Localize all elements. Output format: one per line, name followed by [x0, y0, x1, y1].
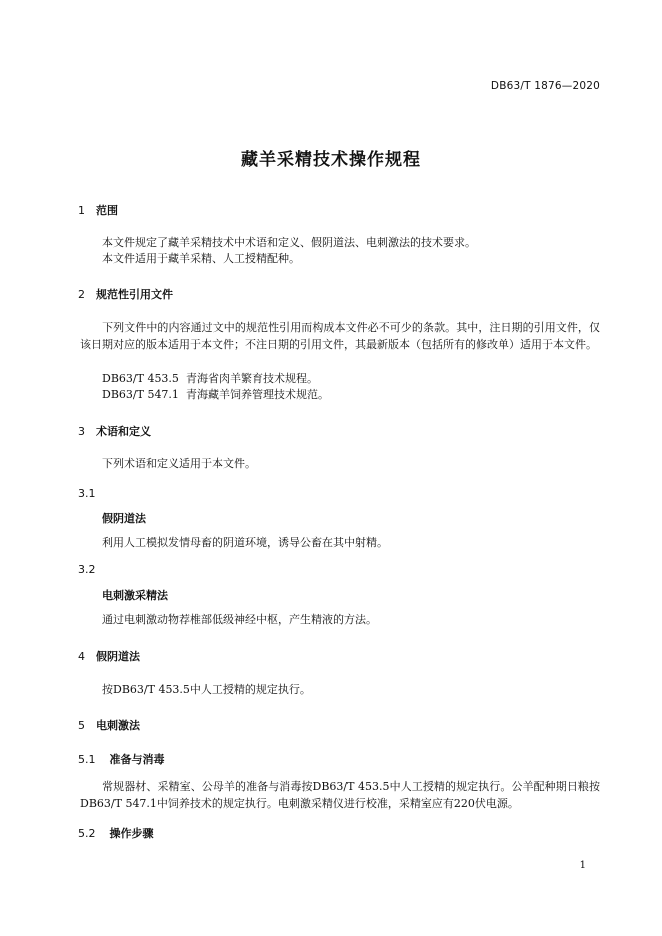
subsection-5-2-heading	[78, 825, 154, 841]
section-number: 1	[78, 204, 85, 217]
reference-item	[102, 387, 329, 403]
reference-item	[102, 371, 318, 387]
subsection-title: 操作步骤	[109, 827, 154, 840]
term-3-1-name: 假阴道法	[102, 512, 146, 525]
subsection-number: 5.2	[78, 827, 96, 840]
subsection-5-1-heading	[78, 751, 165, 767]
term-3-2-definition: 通过电刺激动物荐椎部低级神经中枢，产生精液的方法。	[102, 613, 377, 626]
section-title: 术语和定义	[96, 425, 151, 438]
term-3-2-name: 电刺激采精法	[102, 589, 168, 602]
document-code: DB63/T 1876—2020	[490, 80, 600, 92]
section-5-heading	[78, 717, 140, 733]
subsection-number: 5.1	[78, 753, 96, 766]
section-4-paragraph-1: 按DB63/T 453.5中人工授精的规定执行。	[102, 683, 311, 696]
subsection-title: 准备与消毒	[109, 753, 165, 766]
section-3-paragraph-1: 下列术语和定义适用于本文件。	[102, 457, 256, 470]
term-3-1-number: 3.1	[78, 487, 96, 500]
section-1-paragraph-2: 本文件适用于藏羊采精、人工授精配种。	[102, 252, 300, 265]
section-1-paragraph-1: 本文件规定了藏羊采精技术中术语和定义、假阴道法、电刺激法的技术要求。	[102, 236, 476, 249]
section-4-heading	[78, 648, 140, 664]
subsection-5-1-paragraph-1	[80, 778, 600, 812]
reference-code: DB63/T 453.5	[102, 372, 179, 385]
paragraph-text: 下列文件中的内容通过文中的规范性引用而构成本文件必不可少的条款。其中，注日期的引用文件，仅该日期对应的版本适用于本文件；不注日期的引用文件，其最新版本（包括所有的修改单）适用于本文件。	[80, 321, 600, 351]
section-number: 2	[78, 288, 85, 301]
section-title: 规范性引用文件	[96, 288, 173, 301]
section-title: 电刺激法	[96, 719, 140, 732]
section-title: 范围	[96, 204, 118, 217]
paragraph-text: 常规器材、采精室、公母羊的准备与消毒按DB63/T 453.5中人工授精的规定执行。公羊配种期日粮按DB63/T 547.1中饲养技术的规定执行。电刺激采精仪进行校准，采精室应有220伏电源。	[80, 780, 600, 810]
section-3-heading	[78, 423, 151, 439]
page-number: 1	[579, 860, 586, 871]
reference-title: 青海藏羊饲养管理技术规范。	[186, 388, 329, 401]
reference-title: 青海省肉羊繁育技术规程。	[186, 372, 318, 385]
term-3-1-definition: 利用人工模拟发情母畜的阴道环境，诱导公畜在其中射精。	[102, 536, 388, 549]
reference-code: DB63/T 547.1	[102, 388, 179, 401]
section-number: 3	[78, 425, 85, 438]
document-title: 藏羊采精技术操作规程	[241, 150, 421, 170]
section-1-heading	[78, 202, 118, 218]
section-number: 4	[78, 650, 85, 663]
section-number: 5	[78, 719, 85, 732]
section-title: 假阴道法	[96, 650, 140, 663]
term-3-2-number: 3.2	[78, 563, 96, 576]
section-2-heading	[78, 286, 173, 302]
section-2-paragraph-1	[80, 319, 600, 353]
